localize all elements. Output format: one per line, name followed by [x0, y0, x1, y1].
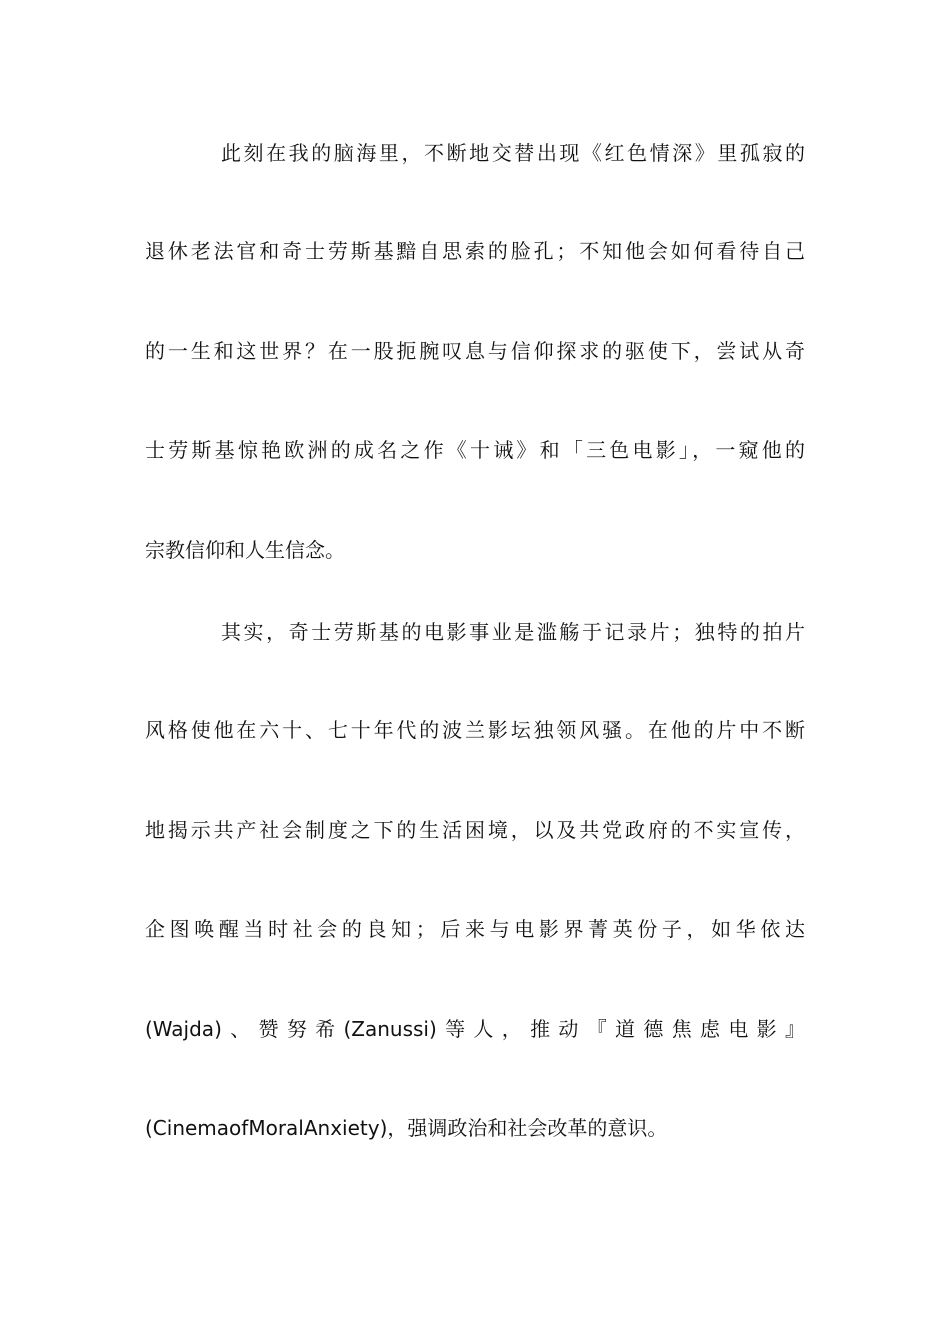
paragraph-1-line-3: 的一生和这世界？在一股扼腕叹息与信仰探求的驱使下，尝试从奇 — [145, 339, 805, 363]
paragraph-2-line-1: 其实，奇士劳斯基的电影事业是滥觞于记录片；独特的拍片 — [221, 620, 805, 644]
paragraph-2-line-2: 风格使他在六十、七十年代的波兰影坛独领风骚。在他的片中不断 — [145, 718, 805, 742]
paragraph-1-line-4: 士劳斯基惊艳欧洲的成名之作《十诫》和「三色电影」，一窥他的 — [145, 438, 805, 462]
paragraph-2-line-6: (CinemaofMoralAnxiety)，强调政治和社会改革的意识。 — [145, 1116, 668, 1140]
paragraph-2-line-5: (Wajda)、赞努希(Zanussi)等人，推动『道德焦虑电影』 — [145, 1017, 805, 1041]
paragraph-2-line-3: 地揭示共产社会制度之下的生活困境，以及共党政府的不实宣传， — [145, 818, 805, 842]
paragraph-1-line-1: 此刻在我的脑海里，不断地交替出现《红色情深》里孤寂的 — [221, 141, 805, 165]
paragraph-1-line-2: 退休老法官和奇士劳斯基黯自思索的脸孔；不知他会如何看待自己 — [145, 239, 805, 263]
paragraph-2-line-4: 企图唤醒当时社会的良知；后来与电影界菁英份子，如华依达 — [145, 917, 805, 941]
paragraph-1-line-5: 宗教信仰和人生信念。 — [145, 538, 345, 562]
